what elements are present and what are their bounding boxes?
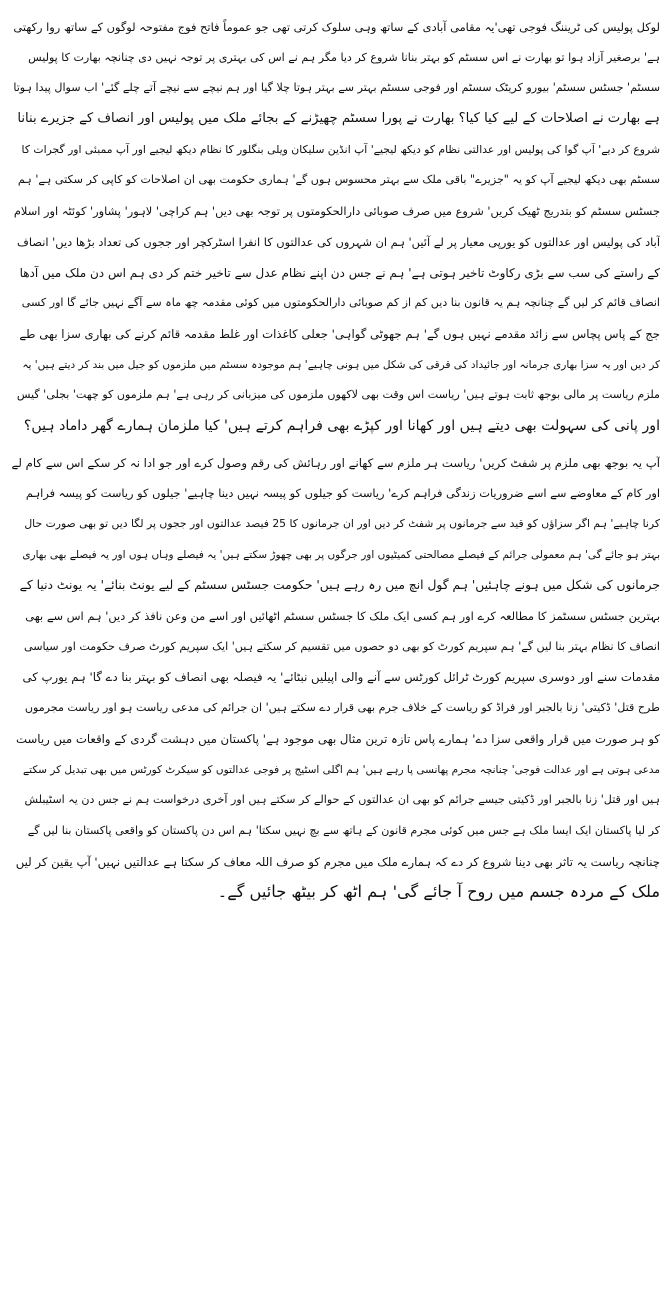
text-line: جج کے پاس پچاس سے زائد مقدمے نہیں ہوں گے' ہم جھوٹی گواہی' جعلی کاغذات اور غلط مقدمہ قائم کرنے کی بھاری سزا بھی طے bbox=[19, 326, 660, 341]
text-line: کرنا چاہیے' ہم اگر سزاؤں کو قید سے جرمانوں پر شفٹ کر دیں اور ان جرمانوں کا 25 فیصد عدالتوں اور ججوں پر لگا دیں تو بھی صورت حال bbox=[24, 517, 660, 530]
text-line: طرح قتل' ڈکیتی' زنا بالجبر اور فراڈ کو ریاست کے خلاف جرم بھی قرار دے سکتے ہیں' ان جرائم کی مدعی ریاست ہو اور ریاست مجرموں bbox=[24, 701, 660, 715]
paragraph-2 bbox=[12, 448, 660, 908]
text-line: انصاف کا نظام بہتر بنا لیں گے' ہم سپریم کورٹ کو بھی دو حصوں میں تقسیم کر سکتے ہیں' ایک سپریم کورٹ صرف حکومت اور سیاسی bbox=[23, 639, 660, 653]
text-line: چنانچہ ریاست یہ تاثر بھی دینا شروع کر دے کہ ہمارے ملک میں مجرم کو صرف اللہ معاف کر سکتا ہے عدالتیں نہیں' آپ یقین کر لیں bbox=[15, 854, 660, 869]
text-line: اور پانی کی سہولت بھی دیتے ہیں اور کھانا اور کپڑے بھی فراہم کرتے ہیں' کیا ملزمان ہمارے گھر داماد ہیں؟ bbox=[23, 417, 660, 434]
text-line: انصاف قائم کر لیں گے چنانچہ ہم یہ قانون بنا دیں کم از کم صوبائی دارالحکومتوں میں کوئی مقدمہ چھ ماہ سے آگے نہیں جائے گا اور کسی bbox=[21, 296, 660, 310]
text-line: جسٹس سسٹم کو بتدریج ٹھیک کریں' شروع میں صرف صوبائی دارالحکومتوں پر توجہ بھی دیں' ہم کراچی' لاہور' پشاور' کوئٹہ اور اسلام bbox=[13, 204, 660, 219]
text-line: مدعی ہوتی ہے اور عدالت فوجی' چنانچہ مجرم پھانسی پا رہے ہیں' ہم اگلی اسٹیج پر فوجی عدالتوں کو سیکرٹ کورٹس میں بھی تبدیل کر سکتے bbox=[23, 763, 660, 776]
text-line: کو ہر صورت میں قرار واقعی سزا دے' ہمارے پاس تازہ ترین مثال بھی موجود ہے' پاکستان میں دہشت گردی کے واقعات میں ریاست bbox=[16, 731, 660, 746]
text-line: ملک کے مردہ جسم میں روح آ جائے گی' ہم اٹھ کر بیٹھ جائیں گے۔ bbox=[217, 882, 660, 902]
text-line: سسٹم بھی دیکھ لیجیے آپ کو یہ "جزیرے" باقی ملک سے بہتر محسوس ہوں گے' ہماری حکومت بھی ان اصلاحات کو کاپی کر سکتی ہے' ہم bbox=[17, 173, 660, 187]
text-line: ہیں اور قتل' زنا بالجبر اور ڈکیتی جیسے جرائم کو بھی ان عدالتوں کے حوالے کر سکتے ہیں اور آخری درخواست ہم نے جس دن یہ اسٹیبلش bbox=[24, 793, 660, 807]
text-line: کر لیا پاکستان ایک ایسا ملک ہے جس میں کوئی مجرم قانون کے ہاتھ سے بچ نہیں سکتا' ہم اس دن پاکستان کو واقعی پاکستان بنا لیں گے bbox=[27, 823, 660, 837]
text-line: سسٹم' جسٹس سسٹم' بیورو کریٹک سسٹم اور فوجی سسٹم بہتر سے بہتر ہوتا چلا گیا اور ہم نیچے سے نیچے آتے چلے گئے' اب سوال پیدا ہوتا bbox=[13, 81, 660, 95]
text-line: آباد کی پولیس اور عدالتوں کو یورپی معیار پر لے آئیں' ہم ان شہروں کی عدالتوں کا انفرا اسٹرکچر اور ججوں کی تعداد بڑھا دیں' انصاف bbox=[17, 234, 660, 249]
text-line: اور کام کے معاوضے سے اسے ضروریات زندگی فراہم کرے' ریاست کو جیلوں کو پیسہ نہیں دینا چاہیے' جیلوں کو ریاست کو پیسہ فراہم bbox=[25, 486, 660, 501]
text-line: آپ یہ بوجھ بھی ملزم پر شفٹ کریں' ریاست ہر ملزم سے کھانے اور رہائش کی رقم وصول کرے اور جو ادا نہ کر سکے اس سے کام لے bbox=[12, 455, 660, 470]
text-line: ملزم ریاست پر مالی بوجھ ثابت ہوتے ہیں' ریاست اس وقت بھی لاکھوں ملزموں کی میزبانی کر رہی ہے' ہم ملزموں کو چھت' بجلی' گیس bbox=[16, 388, 660, 402]
text-line: مقدمات سنے اور دوسری سپریم کورٹ ٹرائل کورٹس سے آنے والی اپیلیں نبٹائے' یہ فیصلہ بھی انصاف کو بہتر بنا دے گا' ہم یورپ کی bbox=[22, 670, 660, 685]
text-line: کے راستے کی سب سے بڑی رکاوٹ تاخیر ہوتی ہے' ہم نے جس دن اپنے نظام عدل سے تاخیر ختم کر دی ہم اس دن ملک میں آدھا bbox=[19, 265, 660, 280]
text-line: کر دیں اور یہ سزا بھاری جرمانہ اور جائیداد کی قرقی کی شکل میں ہونی چاہیے' ہم موجودہ سسٹم میں ملزموں کو جیل میں بند کر دیتے ہیں' یہ bbox=[22, 358, 660, 371]
paragraph-1 bbox=[12, 12, 660, 442]
text-line: ہے' برصغیر آزاد ہوا تو بھارت نے اس سسٹم کو بہتر بنانا شروع کر دیا مگر ہم نے اس کی بہتری پر توجہ نہیں دی چنانچہ بھارت کا پولیس bbox=[28, 50, 660, 64]
text-line: لوکل پولیس کی ٹریننگ فوجی تھی'یہ مقامی آبادی کے ساتھ وہی سلوک کرتی تھی جو عموماً فاتح فوج مفتوحہ لوگوں کے ساتھ روا رکھتی bbox=[13, 20, 660, 34]
text-line: شروع کر دیے' آپ گوا کی پولیس اور عدالتی نظام کو دیکھ لیجیے' آپ انڈین سلیکان ویلی بنگلور کا نظام دیکھ لیجیے اور آپ ممبئی اور گجرات کا bbox=[21, 142, 660, 156]
text-line: بہترین جسٹس سسٹمز کا مطالعہ کرے اور ہم کسی ایک ملک کا جسٹس سسٹم اٹھائیں اور اسے من وعن نافذ کر دیں' ہم اس سے بھی bbox=[25, 609, 660, 624]
text-line: بہتر ہو جائے گی' ہم معمولی جرائم کے فیصلے مصالحتی کمیٹیوں اور جرگوں پر بھی چھوڑ سکتے ہیں' یہ فیصلے وہاں ہوں اور یہ فیصلے بھی بھاری bbox=[22, 548, 660, 561]
text-line: ہے بھارت نے اصلاحات کے لیے کیا کیا؟ بھارت نے پورا سسٹم چھیڑنے کے بجائے ملک میں پولیس اور انصاف کے جزیرے بنانا bbox=[17, 111, 660, 127]
text-line: جرمانوں کی شکل میں ہونے چاہئیں' ہم گول انچ میں رہ رہے ہیں' حکومت جسٹس سسٹم کے لیے یونٹ بنائے' یہ یونٹ دنیا کے bbox=[19, 578, 660, 593]
